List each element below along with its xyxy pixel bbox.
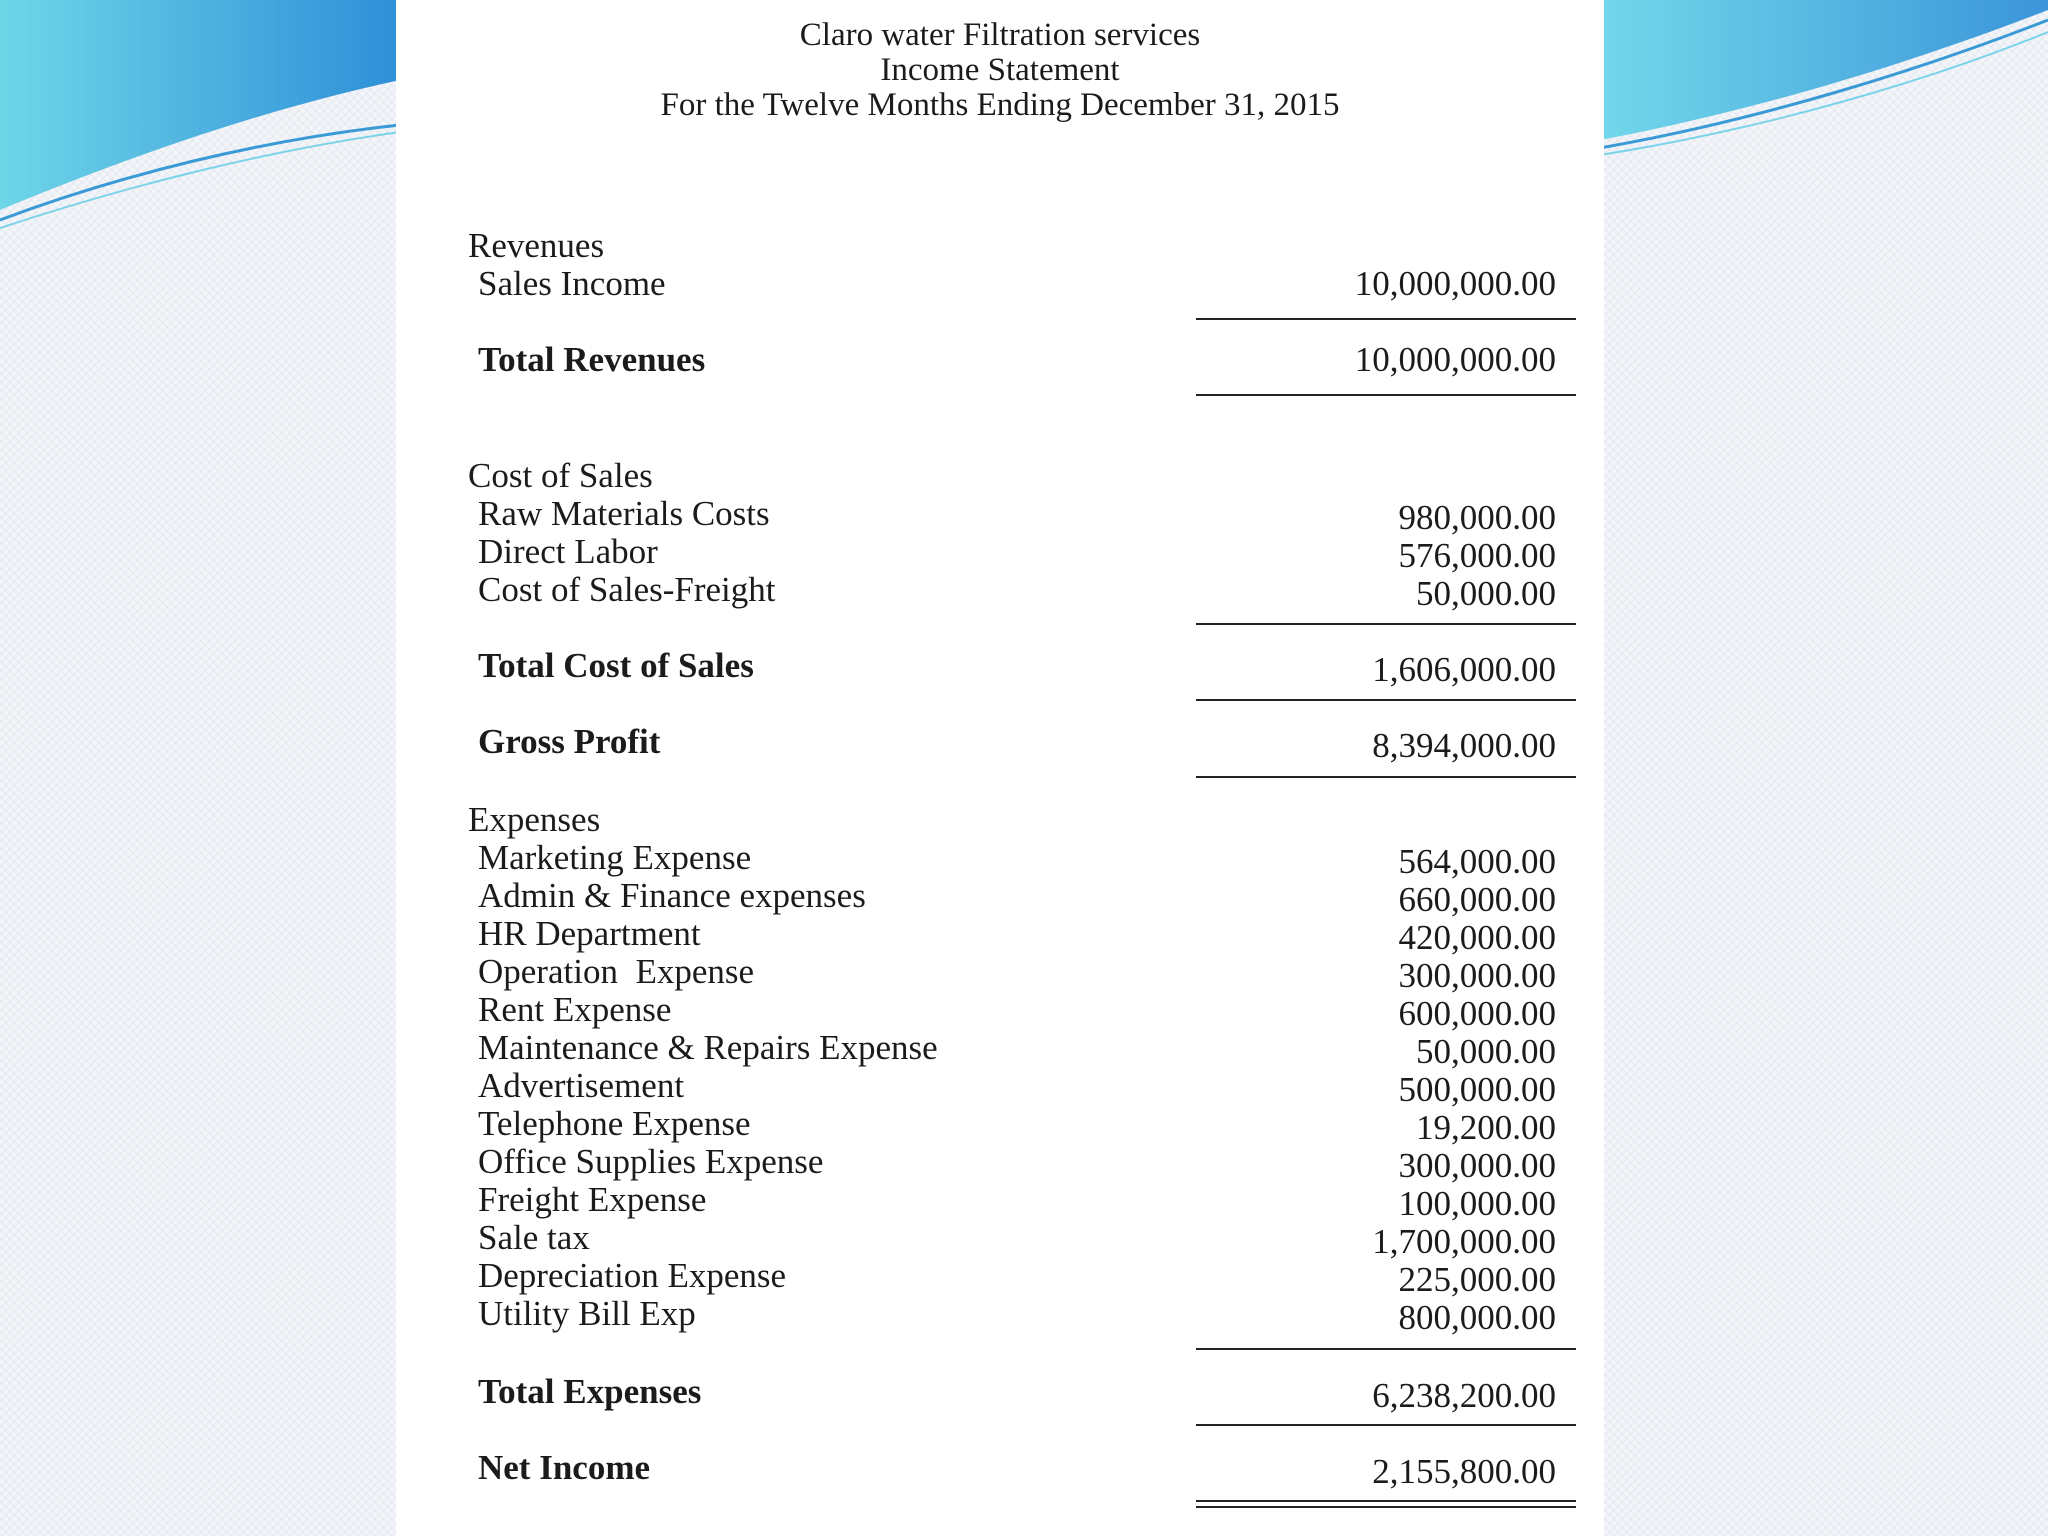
line-item (396, 914, 1604, 957)
decorative-swoosh-left (0, 0, 400, 240)
line-item (396, 990, 1604, 1033)
line-item (396, 1066, 1604, 1109)
line-item (396, 1142, 1604, 1185)
section-heading: Revenues (468, 226, 605, 265)
underline (1196, 394, 1576, 396)
line-item-label: Raw Materials Costs (478, 494, 770, 533)
line-item (396, 494, 1604, 537)
line-item-amount: 19,200.00 (1416, 1108, 1556, 1147)
revenues-heading-row (396, 226, 1604, 264)
underline (1196, 623, 1576, 625)
line-item-label: Sales Income (478, 264, 666, 303)
line-item-label: Utility Bill Exp (478, 1294, 696, 1333)
total-label: Total Revenues (478, 340, 706, 379)
line-item-amount: 10,000,000.00 (1354, 264, 1556, 303)
line-item-amount: 660,000.00 (1398, 880, 1556, 919)
line-item (396, 1180, 1604, 1223)
line-item (396, 264, 1604, 302)
gross-profit-row (396, 722, 1604, 765)
expenses-heading-row (396, 800, 1604, 838)
total-cost-of-sales-row (396, 646, 1604, 689)
line-item-amount: 576,000.00 (1398, 536, 1556, 575)
line-item-label: Sale tax (478, 1218, 590, 1257)
line-item-amount: 600,000.00 (1398, 994, 1556, 1033)
underline (1196, 776, 1576, 778)
total-amount: 6,238,200.00 (1372, 1376, 1556, 1415)
total-expenses-row (396, 1372, 1604, 1415)
underline (1196, 1348, 1576, 1350)
line-item-label: Marketing Expense (478, 838, 752, 877)
line-item-amount: 50,000.00 (1416, 574, 1556, 613)
line-item-amount: 500,000.00 (1398, 1070, 1556, 1109)
statement-header (396, 18, 1604, 123)
line-item-label: Maintenance & Repairs Expense (478, 1028, 938, 1067)
line-item-label: Telephone Expense (478, 1104, 751, 1143)
line-item (396, 1294, 1604, 1337)
line-item-amount: 50,000.00 (1416, 1032, 1556, 1071)
line-item (396, 838, 1604, 881)
line-item-label: Operation Expense (478, 952, 755, 991)
decorative-swoosh-right (1600, 0, 2048, 160)
total-label: Total Expenses (478, 1372, 702, 1411)
line-item-label: HR Department (478, 914, 701, 953)
line-item-amount: 300,000.00 (1398, 1146, 1556, 1185)
line-item-amount: 1,700,000.00 (1372, 1222, 1556, 1261)
total-revenues-row (396, 340, 1604, 378)
line-item (396, 532, 1604, 575)
line-item-amount: 564,000.00 (1398, 842, 1556, 881)
underline (1196, 318, 1576, 320)
net-income-row (396, 1448, 1604, 1491)
net-income-amount: 2,155,800.00 (1372, 1452, 1556, 1491)
section-heading: Cost of Sales (468, 456, 653, 495)
line-item (396, 1218, 1604, 1261)
total-label: Total Cost of Sales (478, 646, 754, 685)
line-item (396, 1104, 1604, 1147)
line-item-label: Depreciation Expense (478, 1256, 787, 1295)
line-item (396, 952, 1604, 995)
line-item-label: Admin & Finance expenses (478, 876, 866, 915)
company-name: Claro water Filtration services (799, 17, 1201, 53)
total-amount: 1,606,000.00 (1372, 650, 1556, 689)
line-item-amount: 420,000.00 (1398, 918, 1556, 957)
double-underline (1196, 1500, 1576, 1508)
statement-title: Income Statement (880, 52, 1120, 88)
line-item-label: Direct Labor (478, 532, 658, 571)
underline (1196, 1424, 1576, 1426)
line-item-label: Advertisement (478, 1066, 685, 1105)
income-statement-sheet (396, 0, 1604, 1536)
section-heading: Expenses (468, 800, 601, 839)
line-item-label: Rent Expense (478, 990, 672, 1029)
line-item (396, 570, 1604, 613)
line-item-amount: 800,000.00 (1398, 1298, 1556, 1337)
total-amount: 10,000,000.00 (1354, 340, 1556, 379)
statement-period: For the Twelve Months Ending December 31, 2015 (660, 87, 1340, 123)
line-item-amount: 100,000.00 (1398, 1184, 1556, 1223)
line-item (396, 876, 1604, 919)
cost-of-sales-heading-row (396, 456, 1604, 494)
gross-profit-amount: 8,394,000.00 (1372, 726, 1556, 765)
line-item-label: Office Supplies Expense (478, 1142, 824, 1181)
line-item-amount: 300,000.00 (1398, 956, 1556, 995)
line-item-amount: 225,000.00 (1398, 1260, 1556, 1299)
line-item-label: Freight Expense (478, 1180, 707, 1219)
line-item (396, 1256, 1604, 1299)
line-item-label: Cost of Sales-Freight (478, 570, 776, 609)
line-item (396, 1028, 1604, 1071)
underline (1196, 699, 1576, 701)
gross-profit-label: Gross Profit (478, 722, 661, 761)
line-item-amount: 980,000.00 (1398, 498, 1556, 537)
net-income-label: Net Income (478, 1448, 651, 1487)
